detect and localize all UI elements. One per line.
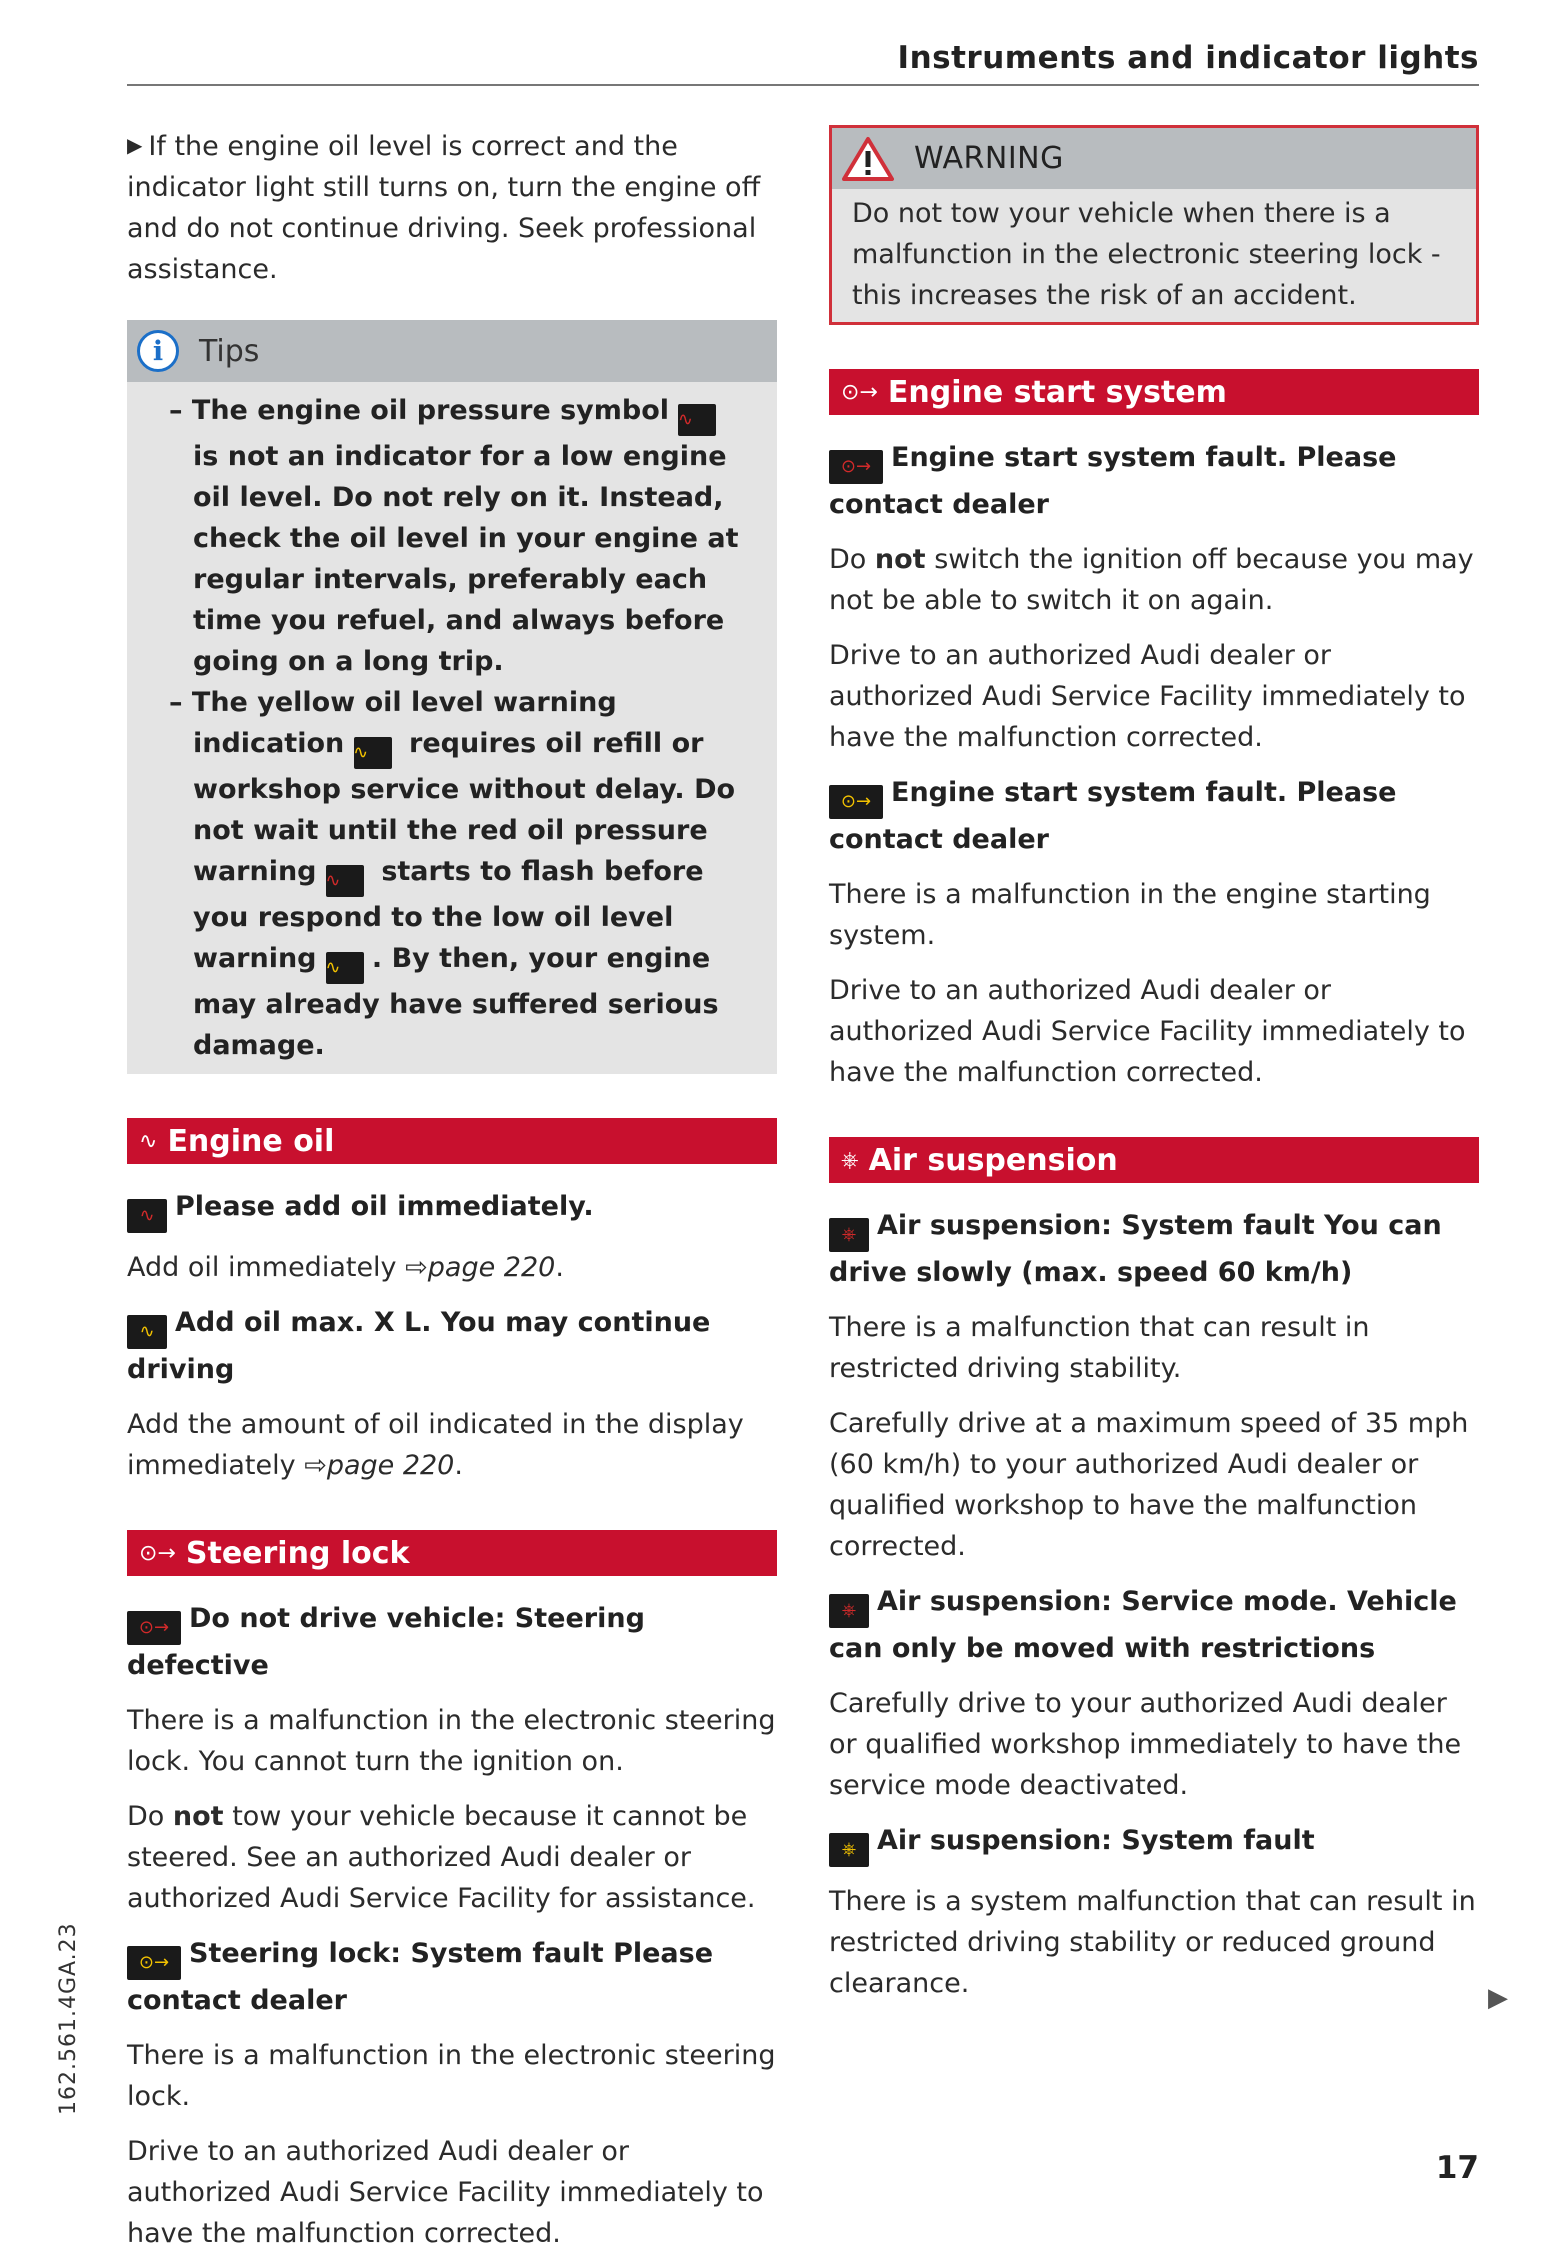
message-text: Carefully drive at a maximum speed of 35 mph (60 km/h) to your authorized Audi dealer or qualified workshop to have the malfunction corrected. xyxy=(829,1408,1469,1562)
header-title: Instruments and indicator lights xyxy=(897,40,1479,76)
message-heading: ∿ Add oil max. X L. You may continue driving xyxy=(127,1307,711,1385)
message-text: Do not tow your vehicle because it cannot be steered. See an authorized Audi dealer or authorized Audi Service Facility for assistance. xyxy=(127,1801,756,1914)
oil-level-icon: ∿ xyxy=(127,1315,167,1349)
steering-lock-yellow-icon: ⊙→ xyxy=(127,1946,181,1980)
page-number: 17 xyxy=(1435,2150,1479,2186)
document-code: 162.561.4GA.23 xyxy=(56,1922,81,2115)
right-column xyxy=(829,125,1479,2018)
message-text: Drive to an authorized Audi dealer or authorized Audi Service Facility immediately to have the malfunction corrected. xyxy=(829,975,1466,1088)
oil-pressure-icon: ∿ xyxy=(127,1199,167,1233)
key-icon: ⊙→ xyxy=(841,379,878,405)
page-ref-arrow-icon: ⇨ xyxy=(405,1252,428,1283)
info-icon: i xyxy=(137,330,179,372)
air-suspension-icon: ⎈ xyxy=(841,1147,859,1173)
message-heading: ∿ Please add oil immediately. xyxy=(127,1186,777,1233)
continue-arrow-icon[interactable]: ▶ xyxy=(1488,1983,1508,2013)
message-text: There is a malfunction in the electronic steering lock. You cannot turn the ignition on. xyxy=(127,1705,776,1777)
section-steering-lock: ⊙→ Steering lock xyxy=(127,1530,777,1576)
tips-box xyxy=(127,320,777,1074)
message-heading: ⎈ Air suspension: Service mode. Vehicle can only be moved with restrictions xyxy=(829,1586,1457,1664)
oil-can-icon: ∿ xyxy=(139,1128,158,1154)
bullet-arrow-icon: ▶ xyxy=(127,133,143,157)
message-text: There is a system malfunction that can result in restricted driving stability or reduced ground clearance. xyxy=(829,1886,1476,1999)
tip-item: – The engine oil pressure symbol ∿ is not an indicator for a low engine oil level. Do not rely on it. Instead, check the oil level in your engine at regular intervals, preferably each time you refuel, and always before going on a long trip. xyxy=(169,395,739,677)
section-engine-start-system: ⊙→ Engine start system xyxy=(829,369,1479,415)
air-suspension-yellow-icon: ⎈ xyxy=(829,1833,869,1867)
warning-triangle-icon xyxy=(842,136,894,182)
section-air-suspension: ⎈ Air suspension xyxy=(829,1137,1479,1183)
message-text: Add oil immediately ⇨page 220. xyxy=(127,1252,564,1283)
message-heading: ⊙→ Engine start system fault. Please contact dealer xyxy=(829,442,1397,520)
header-divider xyxy=(127,84,1479,86)
warning-header xyxy=(832,128,1476,189)
page-reference[interactable]: page 220 xyxy=(326,1450,455,1481)
tips-header xyxy=(127,320,777,382)
message-text: Add the amount of oil indicated in the display immediately ⇨page 220. xyxy=(127,1409,744,1481)
steering-lock-red-icon: ⊙→ xyxy=(127,1611,181,1645)
message-heading: ⊙→ Steering lock: System fault Please contact dealer xyxy=(127,1938,714,2016)
message-text: Do not switch the ignition off because you may not be able to switch it on again. xyxy=(829,544,1474,616)
message-heading: ⎈ Air suspension: System fault You can drive slowly (max. speed 60 km/h) xyxy=(829,1210,1442,1288)
warning-title: WARNING xyxy=(914,141,1064,176)
section-engine-oil: ∿ Engine oil xyxy=(127,1118,777,1164)
message-heading: ⊙→ Engine start system fault. Please contact dealer xyxy=(829,777,1397,855)
message-text: Carefully drive to your authorized Audi dealer or qualified workshop immediately to have the service mode deactivated. xyxy=(829,1688,1462,1801)
intro-paragraph: ▶ If the engine oil level is correct and the indicator light still turns on, turn the engine off and do not continue driving. Seek professional assistance. xyxy=(127,131,761,285)
message-heading: ⎈ Air suspension: System fault xyxy=(829,1820,1479,1867)
oil-level-icon: ∿ xyxy=(326,952,364,984)
message-text: Drive to an authorized Audi dealer or authorized Audi Service Facility immediately to have the malfunction corrected. xyxy=(127,2136,764,2249)
oil-pressure-icon: ∿ xyxy=(326,865,364,897)
tips-title: Tips xyxy=(199,333,260,369)
message-text: Drive to an authorized Audi dealer or authorized Audi Service Facility immediately to have the malfunction corrected. xyxy=(829,640,1466,753)
warning-box xyxy=(829,125,1479,325)
message-text: There is a malfunction in the engine starting system. xyxy=(829,879,1431,951)
message-text: There is a malfunction in the electronic steering lock. xyxy=(127,2040,776,2112)
message-text: There is a malfunction that can result in restricted driving stability. xyxy=(829,1312,1370,1384)
warning-text: Do not tow your vehicle when there is a malfunction in the electronic steering lock - this increases the risk of an accident. xyxy=(852,198,1441,311)
key-yellow-icon: ⊙→ xyxy=(829,785,883,819)
tip-item: – The yellow oil level warning indication ∿ requires oil refill or workshop service without delay. Do not wait until the red oil pressure warning ∿ starts to flash before you respond to the low oil level warning ∿ . By then, your engine may already have suffered serious damage. xyxy=(169,687,736,1061)
oil-pressure-icon: ∿ xyxy=(678,404,716,436)
left-column xyxy=(127,125,777,2268)
page-ref-arrow-icon: ⇨ xyxy=(304,1450,327,1481)
message-heading: ⊙→ Do not drive vehicle: Steering defective xyxy=(127,1603,645,1681)
page-reference[interactable]: page 220 xyxy=(427,1252,556,1283)
air-suspension-red-icon: ⎈ xyxy=(829,1218,869,1252)
steering-lock-icon: ⊙→ xyxy=(139,1540,176,1566)
tips-body xyxy=(127,382,777,1074)
air-suspension-red-icon: ⎈ xyxy=(829,1594,869,1628)
oil-level-icon: ∿ xyxy=(354,737,392,769)
key-red-icon: ⊙→ xyxy=(829,450,883,484)
